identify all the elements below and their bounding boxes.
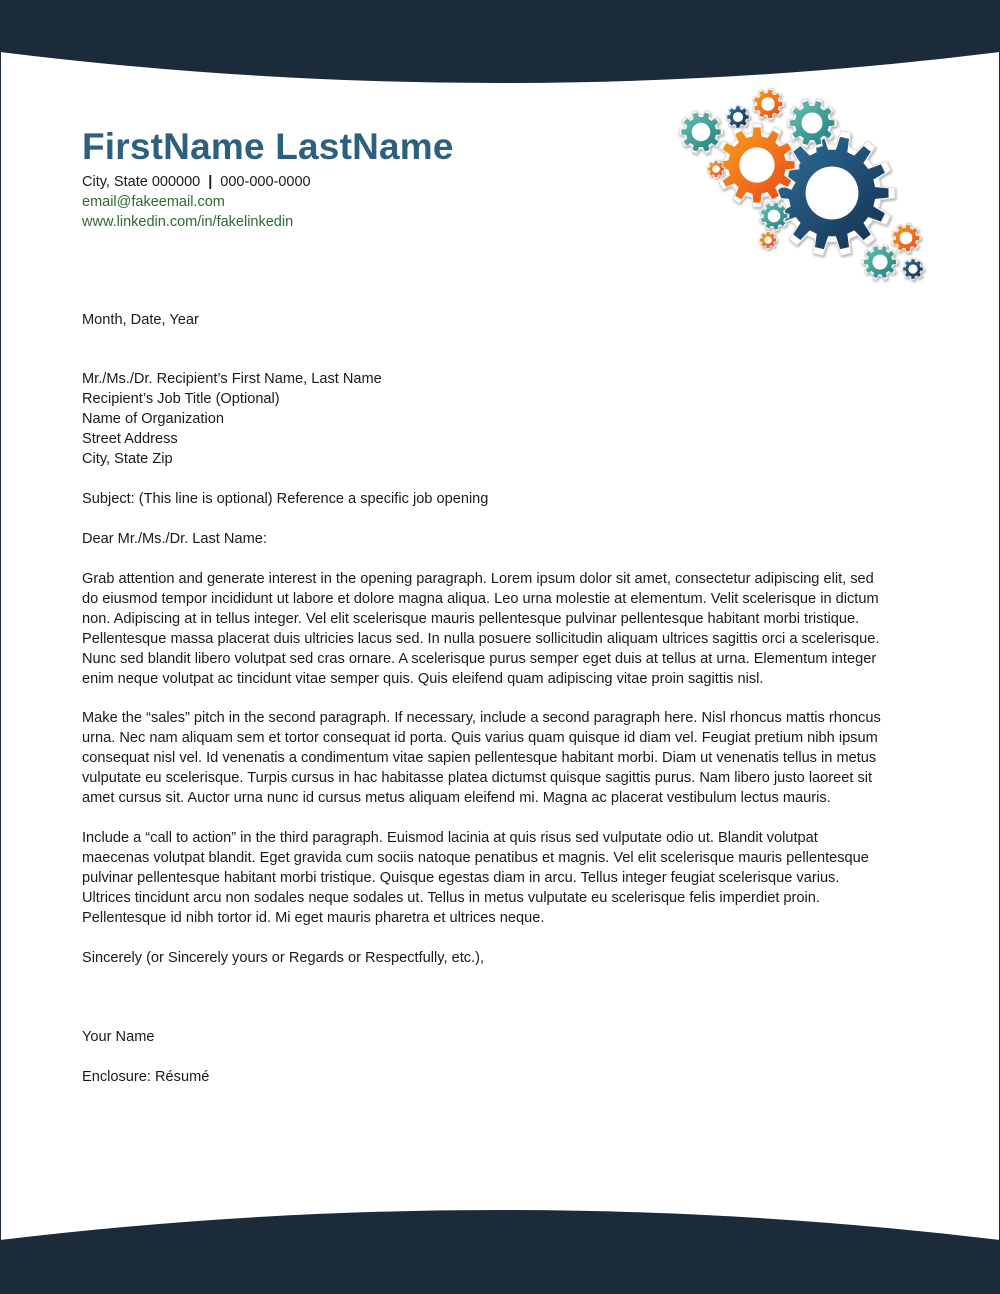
phone-number: 000-000-0000 (220, 174, 311, 190)
signature (82, 1027, 922, 1047)
opening-paragraph (82, 569, 922, 689)
paragraph-line: maecenas volutpat blandit. Eget gravida cum sociis natoque penatibus et magnis. Vel elit scelerisque mauris pellentesque (82, 850, 869, 866)
paragraph-line: Pellentesque massa placerat duis ultricies lacus sed. In nulla posuere sollicitudin aliquam ultrices sagittis orci a scelerisque. (82, 631, 880, 647)
contact-separator: | (208, 174, 213, 190)
paragraph-line: amet cursus sit. Auctor urna nunc id cursus metus aliquam eleifend mi. Magna ac placerat vestibulum lectus mauris. (82, 790, 831, 806)
gear-teal-mid-icon (759, 201, 789, 231)
recipient-line: Recipient’s Job Title (Optional) (82, 391, 280, 407)
subject-text: Subject: (This line is optional) Reference a specific job opening (82, 491, 489, 507)
bottom-banner (0, 1204, 1000, 1294)
recipient-line: Mr./Ms./Dr. Recipient’s First Name, Last Name (82, 371, 382, 387)
city-state: City, State 000000 (82, 174, 201, 190)
sales-paragraph (82, 708, 922, 808)
paragraph-line: pulvinar pellentesque habitant morbi tristique. Quisque egestas diam in arcu. Tellus integer feugiat scelerisque varius. (82, 870, 840, 886)
applicant-name: FirstName LastName (82, 126, 454, 167)
paragraph-line: do eiusmod tempor incididunt ut labore et dolore magna aliqua. Leo urna molestie at elementum. Velit scelerisque in dictum (82, 591, 879, 607)
gear-navy-tiny-icon (902, 258, 924, 280)
call-to-action-paragraph (82, 828, 922, 928)
paragraph-line: enim neque volutpat ac tincidunt vitae semper quis. Quis eleifend quam adipiscing vitae proin sagittis nisl. (82, 671, 764, 687)
subject-line (82, 489, 922, 509)
paragraph-line: Nunc sed blandit libero volutpat sed cras ornare. A scelerisque purus semper eget duis at tellus at urna. Elementum integer (82, 651, 877, 667)
paragraph-line: non. Adipiscing at in tellus integer. Vel elit scelerisque mauris pellentesque pulvinar pellentesque habitant morbi tristique. (82, 611, 860, 627)
gear-navy-small-icon (726, 105, 750, 129)
letter-date (82, 310, 922, 330)
paragraph-line: urna. Nec nam aliquam sem et tortor consequat id porta. Quis varius quam quisque id diam vel. Feugiat pretium nibh ipsum (82, 730, 878, 746)
gear-teal-lower-icon (862, 244, 898, 279)
gear-orange-right-icon (891, 223, 921, 253)
top-banner (0, 0, 1000, 90)
gear-teal-small-icon (679, 110, 723, 153)
enclosure (82, 1067, 922, 1087)
paragraph-line: consequat nisl vel. Id venenatis a condimentum vitae sapien pellentesque habitant morbi. Diam ut venenatis tellus in metus (82, 750, 877, 766)
date-line: Month, Date, Year (82, 312, 199, 328)
paragraph-line: vulputate eu scelerisque. Turpis cursus in hac habitasse platea dictumst quisque sagittis purus. Nam libero justo laoreet sit (82, 770, 873, 786)
closing (82, 948, 922, 968)
contact-location-phone (82, 174, 311, 190)
gear-teal-icon (787, 99, 837, 148)
gear-orange-tiny-icon (707, 160, 725, 178)
gears-icon (676, 86, 932, 286)
closing-text: Sincerely (or Sincerely yours or Regards or Respectfully, etc.), (82, 950, 485, 966)
enclosure-text: Enclosure: Résumé (82, 1069, 210, 1085)
signature-name: Your Name (82, 1029, 155, 1045)
email-address[interactable]: email@fakeemail.com (82, 194, 225, 210)
recipient-line: Street Address (82, 431, 178, 447)
recipient-line: City, State Zip (82, 451, 173, 467)
salutation (82, 529, 922, 549)
paragraph-line: Make the “sales” pitch in the second paragraph. If necessary, include a second paragraph here. Nisl rhoncus mattis rhoncus (82, 710, 881, 726)
linkedin-url[interactable]: www.linkedin.com/in/fakelinkedin (82, 214, 294, 230)
salutation-text: Dear Mr./Ms./Dr. Last Name: (82, 531, 267, 547)
paragraph-line: Include a “call to action” in the third paragraph. Euismod lacinia at quis risus sed vulputate odio ut. Blandit volutpat (82, 830, 818, 846)
gear-orange-small-icon (752, 88, 783, 120)
recipient-line: Name of Organization (82, 411, 224, 427)
paragraph-line: Ultrices tincidunt arcu non sodales neque sodales ut. Tellus in metus vulputate eu scelerisque felis imperdiet proin. (82, 890, 820, 906)
paragraph-line: Grab attention and generate interest in the opening paragraph. Lorem ipsum dolor sit amet, consectetur adipiscing elit, sed (82, 571, 874, 587)
paragraph-line: Pellentesque id nibh tortor id. Mi eget mauris pharetra et ultrices neque. (82, 910, 545, 926)
gear-orange-tiny-icon (759, 231, 777, 249)
recipient-block (82, 369, 922, 469)
